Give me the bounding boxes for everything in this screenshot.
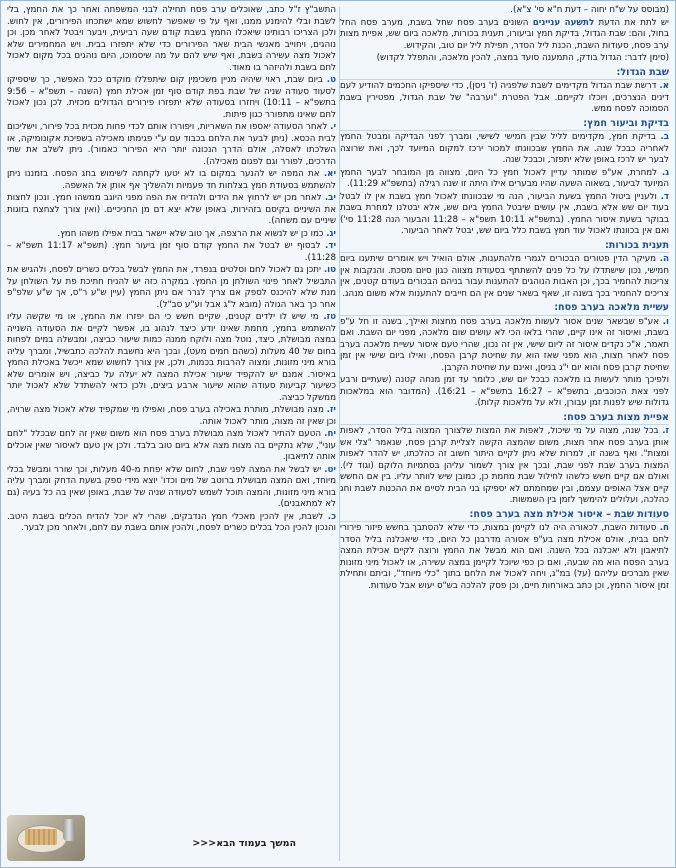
paragraph-number: ו. [662, 316, 669, 327]
paragraph-number: יג. [326, 228, 336, 239]
paragraph-text: מי שיש לו ילדים קטנים, שקיים חשש כי הם יפזרו את החמץ, או מי שקשה עליו להשתמש בחמץ, מחמת שאינו יודע כיצד לנהוג בו, אפשר לקיים את הסעודה השנייה במצה מבושלת, כיצד, נוטל מצה ולוקח ממנה כמות שיעור כביצה, ומבשלה במים לפחות בחום של 40 מעלות (כשהם חמים מעט), ובכך היא נחשבת להלכה כתבשיל, ומברך עליה בורא מיני מזונות, ומצוה להרבות בכמות, ולכן, אין צורך לחשוש שמא ייכשל באכילת החמץ באיסור. אמנם יש להקפיד שיעור אכילת המצה לא יעלה על כביצה, ויש אומרים שלא כשיעור קביעות סעודה שהוא שיעור ארבע ביצים, ולכן כדאי להשתדל שלא לאכול יותר ממשקל כביצה. [7, 312, 336, 403]
paragraph-number: ה. [659, 254, 670, 264]
paragraph-number: יב. [324, 193, 336, 203]
paragraph-number: ג. [661, 167, 669, 178]
paragraph: (סימן לדבר: הגדול בודק, התמענה סועד במצה, להכין מלאכה, והתפלל לקדוש) [376, 53, 669, 63]
paragraph-text: לשבת, אין להכין מאכלי חמץ הנדבקים, שהרי לא יוכל להדיח הכלים בשבת היטב. והנכון להכין הכל בכלים כשרים לפסח, ולהכין אותם בשבת עם לחם, ולאחר מכן לבער. [7, 511, 336, 533]
paragraph-number: ט. [326, 75, 336, 85]
numbered-paragraph [7, 405, 336, 428]
paragraph-text: בדיקת חמץ, מקדימים לליל שבין חמישי לשישי, ומברך לפני הבדיקה ומבטל החמץ לאחריה כבכל שנה. את החמץ שבכוונתו למכור ירכז למקום המיועד לכך, ואת שרוצה לבער יש לרכז באופן שלא יתפזר, וכבכל שנה. [340, 132, 669, 165]
paragraph-number: טו. [323, 265, 336, 275]
paragraph-text: ולעניין ביטול החמץ בשעת הביעור, הנה מי שבכוונתו לאכול חמץ בשבת אין לו לבטל בעוד יום שש אלא בשבת, אין עושים שיבטל החמץ ביום שש, אלא יבטלנו למחרת בשבת בבוקר בשעת איסור החמץ. (בתשפ"א 10:11 תשפ"א – 11:28 והבעור הנה 11:28 סי') ואם אין בכוונתו לאכול עוד חמץ בשבת כלל ביום שש, יבטל לאחר הביעור. [340, 191, 669, 236]
paragraph-number: ד. [660, 191, 670, 202]
section-heading: עשיית מלאכה בערב פסח: [340, 302, 669, 316]
numbered-paragraph [7, 465, 336, 511]
numbered-paragraph [340, 81, 669, 116]
paragraph: התשב"ץ ז"ל כתב, שאוכלים ערב פסח תחילה לבני המשפחה ואחר כך את החמץ, בלי לשבת ובלי להימנע ממנו, ואף על פי שאפשר לחשוש שמא ישתכחו הפירורים, אין לחוש. ולכן הצריכו רבותינו שיאכלו החמץ בשבת קודם שעה רביעית, ויבער ויבטל לאחר מכן. וכן נוהגים, ויחוייב מאנשי הבית שאר הפירורים כדי שלא יתפזרו בבית. ויש המחמירים שלא לאכול מצה עשירה בשבת, ואף שיש להם על מה שיסמוכו, היום נוהגים בכל מקום לאכול לחם בשבת ולהיזהר בו מאוד. [7, 5, 336, 73]
paragraph-text: ביום שבת, ראוי שיהיה מניין משכימין קום שיתפללו מוקדם ככל האפשר, כך שיספיקו לסעוד סעודה שניה של שבת בפת קודם סוף זמן אכילת חמץ (השנה – תשפ"א – 9:56 בתשפ"א – 10:11) ויחזרו בסעודה שלא יתפזרו פירורים הגדולים מכזית. לכן נכון לאכול לחם שאינו מתפורר כגון פיתות. [7, 75, 336, 120]
intro-highlight: לתשעה עניינים [532, 17, 595, 28]
numbered-paragraph [7, 312, 336, 404]
paragraph-text: כמו כן יש לנשוא את הרצפה, אך טוב שלא יישאר בבית אפילו משהו חמץ. [57, 228, 324, 239]
intro-pre: יש לתת את הדעת [594, 17, 669, 28]
paragraph-text: מצה מבושלת, מותרת באכילה בערב פסח, ואפילו מי שמקפיד שלא לאכול מצה שרויה, וכן שאין זה מצוה, מותר לאכול אותה. [7, 405, 336, 427]
left-column [5, 5, 336, 863]
intro-paragraph [340, 18, 669, 53]
numbered-paragraph [7, 241, 336, 264]
section-heading: אפיית מצות בערב פסח: [340, 412, 669, 426]
numbered-paragraph [7, 75, 336, 121]
numbered-paragraph [340, 426, 669, 507]
paragraph-number: יח. [324, 429, 336, 439]
paragraph-number: יא. [323, 169, 336, 179]
numbered-paragraph [7, 229, 336, 241]
numbered-paragraph [340, 523, 669, 592]
paragraph-number: יד. [325, 241, 336, 251]
numbered-paragraph [340, 317, 669, 375]
numbered-paragraph [340, 168, 669, 191]
paragraph: (מבוסס על ש"ח יחוה – דעת ח"א סי' צ"א). [510, 5, 669, 15]
paragraph-number: יז. [326, 405, 336, 415]
paragraph: ולפיכך מותר לעשות בו מלאכה כבכל יום שש, כלומר עד זמן מנחה קטנה (שעתיים ורבע לפני צאת הכוכבים, בתשפ"א – 16:27 בתשפ"א – 16:21). (המדובר הוא במלאכות גדולות שיש לפנות זמן עבורן, ולא על מלאכות קלות). [340, 375, 669, 408]
section-heading: בדיקת וביעור חמץ: [340, 118, 669, 132]
numbered-paragraph [7, 429, 336, 464]
numbered-paragraph [340, 254, 669, 300]
paragraph-text: לאחר מכן יש לרחוץ את הידים ולהדיח את הפה מפני היוגב ממשהו חמץ. ונכון לחצות את השיניים בקיסם בזהירות, באופן שלא יצא דם מן החניכיים. (ואין צורך לצחצח בזוגות שיניים עם משחה). [7, 193, 336, 226]
numbered-paragraph [340, 192, 669, 238]
right-column [340, 5, 671, 863]
numbered-paragraph [7, 265, 336, 311]
paragraph-text: סעודות השבת, לכאורה היה לנו לקיימן במצות, כדי שלא להסתבך בחשש פיזור פירורי לחם בבית, אולם אכילת מצה בע"פ אסורה מדרבנן כל היום, כדי שיאכלנה בליל הסדר לתיאבון ולא יאכלנה בכל השנה. ואם הוא מבשל את החמץ ורוצה לקיים אכילת המצה בערב הפסח הוא מה שבעה, ואם כן כפי שיוכל לקיימן במצה עשירה, או לאכול מיני מזונות שאין מברכים עליהם (על) במ"ג, ויחה לאכול את הלחם בתוך "כלי מיוחד", וביתם ותחילת זמן איסור החמץ, וכן כתב באורחות חיים, וכן פסק להלכה בש"ס יעוש אבל סעודות. [340, 523, 669, 591]
section-heading: תענית בכורות: [340, 240, 669, 254]
paragraph-text: לבסוף יש לבטל את החמץ קודם סוף זמן ביעור חמץ. (תשפ"א 11:17 תשפ"א – 11:28). [7, 241, 336, 263]
numbered-paragraph [340, 132, 669, 167]
paragraph-text: יתכן גם לאכול לחם וסלטים בנפרד, את החמץ לבשל בכלים כשרים לפסח, ולהגיש את התבשיל לאחר פינוי השולחן מן החמץ. במקרה כזה יש להניח חתיכת פת על השולחן על מנת שלא להיכנס לספק אם צריך לגרר אם ניתן החמץ (עיין ש"ע ר"ס, אך ש"ע שלפ"פ אחר כך באר הגולה (מובא ל"ג אבל וע"ע סב"ל). [7, 265, 336, 310]
numbered-paragraph [7, 193, 336, 228]
paragraph-number: ב. [660, 132, 669, 142]
seder-plate-photo-icon [7, 815, 85, 861]
paragraph-text: את המפה יש להנער במקום בו לא יטעו לקחתה לשימוש בחג הפסח. בזמננו ניתן להשתמש בסעודת חמץ בצלחות חד פעמיות ולהשליך אף אותן אל האשפה. [7, 169, 336, 191]
paragraph-text: למחרת, אע"פ שמותר עדיין לאכול חמץ כל היום, מצווה מן המובחר לבער החמץ המיועד לביעור, בשאוה השעה שהיו מבערים אילו היתה זו שנה רגילה (בתשפ"א 11:29). [340, 167, 669, 189]
section-heading: סעודות שבת – איסור אכילת מצה בערב פסח: [340, 509, 669, 523]
paragraph-number: יט. [324, 464, 336, 475]
paragraph-text: בכל שנה, מצוה על מי שיכול, לאפות את המצות שלצורך המצוה בליל הסדר, לאפות אותן בערב פסח אחר חצות, משום שהמצה הקשה לצליית קרבן פסח, שנאמר "צלי אש ומצות". ואף בשנה זו, למרות שלא ניתן לקיים היתור חשוב זה כהלכתו, יש להדר לאפות המצות בערב שבת לפני שבת, ובכך אין צורך לשמור עליהן בסתמיות הלוקם (וגוד לי). ואולם אם קיים חשש כלשהו לחילול שבת מחמת כן, כמובן שיש לוותר עליו. בין אם החשש קיים אצל האופים עצמם, ובין שמחמתם לא יספיקו בני הבית לסיים את ההכנות לשבת וחג כהלכה, ועלולים להימשך לזמן בין השמשות. [340, 426, 669, 505]
paragraph-number: י. [330, 122, 336, 132]
paragraph-number: כ. [327, 511, 336, 522]
paragraph-text: לאחר הסעודה יאספו את השאריות, ויפוררו אותם לכדי פחות מכזית בכל פירור, וישליכום לבית הכסא. (ניתן לבער את הלחם בכבוד עם ע"י פגימתו מאכילה בשפיכת אקונומיקה, או השלכתו לאסלה, אולם הדרך הנכונה יותר היא הפירור כאמור). ניתן לשלב את שתי הדרכים, לפורר וגם לפגום מאכילה). [7, 122, 336, 167]
paragraph-number: טז. [323, 312, 336, 322]
paragraph-number: ח. [659, 523, 669, 533]
paragraph-text: דרשת שבת הגדול מקדימים לשבת שלפניה (ז' ניסן), כדי שיספיקו החכמים להודיע לעם דינים הנצרכים, ויוכלו לקיימם. אבל הפטרת "וערבה" של שבת הגדול, מפטירין בשבת הסמוכה לפסח ממש. [340, 81, 669, 114]
paragraph-number: א. [659, 81, 670, 91]
paragraph-text: אע"פ שבשאר שנים אסור לעשות מלאכה בערב פסח מחצות ואילך, בשנה זו חל ע"פ בשבת, ואיסור זה אינו קיים, שהרי בלאו הכי לא עושים שום מלאכה, מפני יום השבת. ואם תאמר, א"כ נקדים איסור זה ליום שישי, אין זה נכון, שהרי טעם איסור עשיית מלאכה בערב פסח לאחר חצות, הוא מפני שאז הוא עת שחיטת קרבן הפסח, ואילו ביום שישי אין זמן שחיטת קרבן פסח והוא יום י"ג בניסן, ואינם עת שחיטת הקרבן. [340, 316, 669, 373]
continue-next-page: המשך בעמוד הבא<<< [192, 838, 296, 849]
paragraph-text: הטעם להתיר לאכול מצה מבושלת בערב פסח הוא משום שאין זה לחם שבכלל "לחם עוני", שלא נתקיים בה מצות מצה אלא ביום טוב בלבד. ולכן אין טעם לאיסור שאין אוכלים אותה לתיאבון. [7, 429, 336, 462]
column-divider [339, 7, 340, 861]
paragraph-number: ז. [662, 426, 669, 436]
numbered-paragraph [7, 169, 336, 192]
intro-post: השונים בערב פסח שחל בשבת, מערב פסח החל בחול, והם: שבת הגדול, בדיקת חמץ וביעורו, תענית בכורות, מלאכה ביום שש, אפיית מצות ערב פסח, סעודות השבת, הכנת ליל הסדר, תפילת ליל יום טוב, והקידוש. [340, 17, 669, 51]
paragraph-text: מעיקר הדין פטורים הבכורים לגמרי מלהתענות, אולם הואיל ויש אומרים שיתענו ביום חמישי, נכון שישתדלו על כל פנים להשתתף בסעודת מצווה כגון סיום מסכת. והנקבות אין צריכות להחמיר בכך, וכן האבות הנוהגים להתענות עבור בניהם הבכורים בעודם קטנים, אין צריכים להחמיר בכך בשנה זו, שאף בשאר שנים אין הם חייבים להתענות אלא משום מנהג. [340, 254, 669, 299]
paragraph-text: יש לבשל את המצה לפני שבת, לחום שלא יפחת מ-40 מעלות, וכך שורר ומבשל בכלי מיוחד, ואם המצה מבושלת ברוטב של מים וכדו' יוצא מידי ספק בשעת הדחק ומברך עליה בורא מיני מזונות, והמצה תוכל לשמש לסעודה שניה של שבת, באופן שאין בה כל בעיה (גם לא למתאבנים). [6, 464, 336, 509]
numbered-paragraph [7, 512, 336, 535]
bottom-area [5, 809, 336, 861]
section-heading: שבת הגדול: [340, 67, 669, 81]
numbered-paragraph [7, 122, 336, 168]
